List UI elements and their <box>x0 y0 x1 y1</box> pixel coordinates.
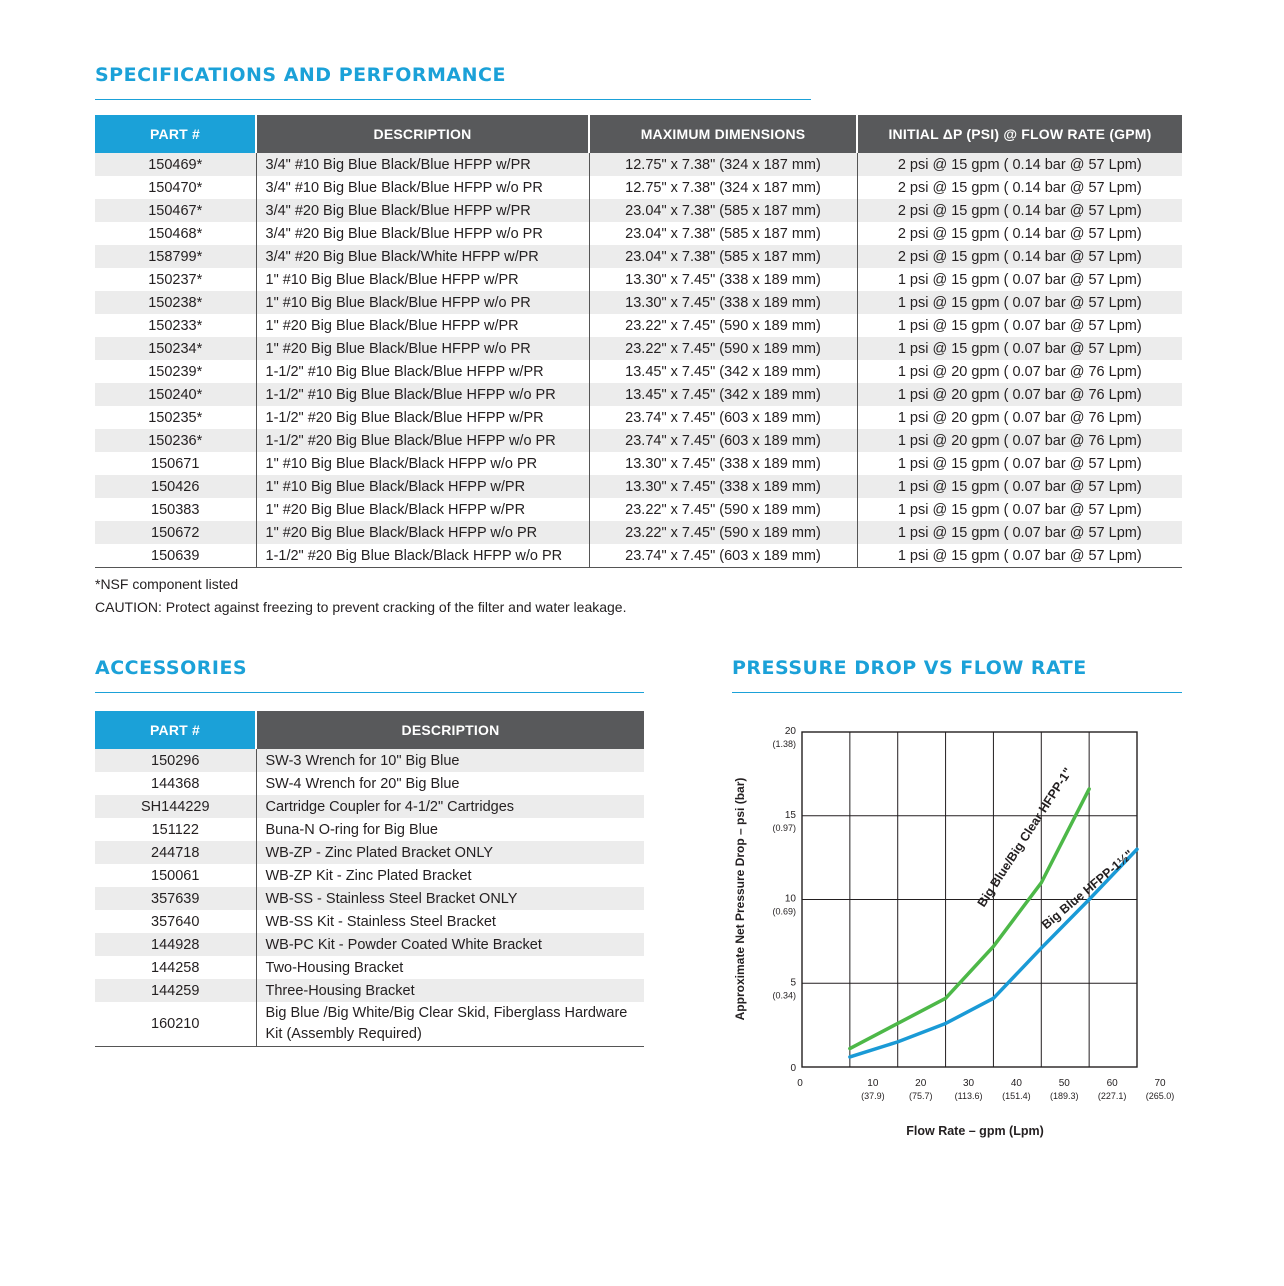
accessory-cell-description: Two-Housing Bracket <box>256 956 644 979</box>
spec-cell-description: 1-1/2" #20 Big Blue Black/Black HFPP w/o PR <box>256 544 589 568</box>
chart-x-tick-label: 60 <box>1106 1078 1118 1089</box>
spec-row <box>95 360 1182 383</box>
accessory-cell-part: 160210 <box>151 1015 200 1032</box>
spec-cell-pressure: 2 psi @ 15 gpm ( 0.14 bar @ 57 Lpm) <box>857 199 1182 222</box>
spec-cell-part: 150239* <box>148 363 203 380</box>
chart-y-tick-label: 20 <box>784 726 796 737</box>
spec-header-pressure: INITIAL ΔP (PSI) @ FLOW RATE (GPM) <box>857 115 1182 153</box>
accessory-row <box>95 818 644 841</box>
spec-cell-part: 150234* <box>95 337 256 360</box>
spec-row <box>95 429 1182 452</box>
spec-cell-pressure: 1 psi @ 15 gpm ( 0.07 bar @ 57 Lpm) <box>857 521 1182 544</box>
accessory-cell-description: WB-ZP - Zinc Plated Bracket ONLY <box>256 841 644 864</box>
spec-cell-description: 1-1/2" #20 Big Blue Black/Blue HFPP w/o PR <box>256 429 589 452</box>
chart-y-tick-label: 15 <box>784 809 796 821</box>
spec-cell-dimensions: 23.74" x 7.45" (603 x 189 mm) <box>589 429 857 452</box>
spec-cell-dimensions: 23.22" x 7.45" (590 x 189 mm) <box>589 314 857 337</box>
spec-cell-part: 150468* <box>148 225 203 242</box>
accessory-row <box>95 795 644 818</box>
chart-series-label: Big Blue HFPP-1½" <box>1039 847 1137 932</box>
accessory-row <box>95 864 644 887</box>
chart-y-tick-label: 5 <box>790 977 796 989</box>
accessories-title-rule <box>95 692 644 693</box>
accessory-row <box>95 841 644 864</box>
accessory-cell-part: SH144229 <box>95 795 256 818</box>
spec-cell-description: 1" #20 Big Blue Black/Blue HFPP w/o PR <box>256 337 589 360</box>
spec-cell-dimensions: 12.75" x 7.38" (324 x 187 mm) <box>589 176 857 199</box>
spec-header-part: PART # <box>95 115 256 153</box>
spec-cell-description: 1" #20 Big Blue Black/Black HFPP w/PR <box>256 498 589 521</box>
accessory-row <box>95 1002 644 1047</box>
spec-cell-dimensions: 23.04" x 7.38" (585 x 187 mm) <box>589 199 857 222</box>
accessory-cell-description: Cartridge Coupler for 4-1/2" Cartridges <box>256 795 644 818</box>
spec-cell-part: 150469* <box>95 153 256 176</box>
accessory-row <box>95 749 644 772</box>
spec-cell-part: 150240* <box>95 383 256 406</box>
spec-cell-dimensions: 23.74" x 7.45" (603 x 189 mm) <box>589 406 857 429</box>
spec-cell-dimensions: 13.45" x 7.45" (342 x 189 mm) <box>589 383 857 406</box>
chart-x-tick-sublabel: (227.1) <box>1097 1091 1127 1101</box>
spec-row <box>95 498 1182 521</box>
spec-table <box>95 115 1182 568</box>
spec-header-dimensions: MAXIMUM DIMENSIONS <box>589 115 857 153</box>
pressure-drop-chart <box>720 715 1180 1155</box>
spec-cell-description: 1" #10 Big Blue Black/Black HFPP w/o PR <box>256 452 589 475</box>
spec-cell-part: 150671 <box>151 455 200 472</box>
spec-row <box>95 176 1182 199</box>
spec-cell-part: 150426 <box>95 475 256 498</box>
accessories-header-description: DESCRIPTION <box>256 711 644 749</box>
spec-cell-dimensions: 13.30" x 7.45" (338 x 189 mm) <box>589 475 857 498</box>
accessory-cell-part: 144259 <box>95 979 256 1002</box>
spec-cell-pressure: 1 psi @ 20 gpm ( 0.07 bar @ 76 Lpm) <box>857 383 1182 406</box>
spec-cell-pressure: 2 psi @ 15 gpm ( 0.14 bar @ 57 Lpm) <box>857 222 1182 245</box>
chart-y-tick-sublabel: (1.38) <box>772 739 796 749</box>
caution-note: CAUTION: Protect against freezing to prevent cracking of the filter and water leakage. <box>95 599 627 615</box>
chart-x-tick-label: 70 <box>1154 1078 1166 1089</box>
spec-row <box>95 153 1182 176</box>
spec-cell-pressure: 1 psi @ 15 gpm ( 0.07 bar @ 57 Lpm) <box>857 498 1182 521</box>
chart-y-tick-sublabel: (0.97) <box>772 822 796 833</box>
spec-cell-part: 150233* <box>148 317 203 334</box>
spec-cell-part: 150383 <box>151 501 200 518</box>
chart-x-tick-label: 0 <box>797 1078 803 1089</box>
spec-cell-dimensions: 12.75" x 7.38" (324 x 187 mm) <box>589 153 857 176</box>
spec-cell-description: 3/4" #10 Big Blue Black/Blue HFPP w/PR <box>256 153 589 176</box>
accessory-row <box>95 956 644 979</box>
spec-cell-description: 1-1/2" #10 Big Blue Black/Blue HFPP w/o PR <box>256 383 589 406</box>
spec-cell-part: 150470* <box>148 179 203 196</box>
chart-x-tick-label: 30 <box>963 1078 975 1089</box>
spec-row <box>95 383 1182 406</box>
spec-cell-dimensions: 23.22" x 7.45" (590 x 189 mm) <box>589 498 857 521</box>
accessory-cell-part: 144928 <box>95 933 256 956</box>
spec-cell-dimensions: 23.22" x 7.45" (590 x 189 mm) <box>589 337 857 360</box>
spec-cell-pressure: 1 psi @ 15 gpm ( 0.07 bar @ 57 Lpm) <box>857 291 1182 314</box>
spec-row <box>95 314 1182 337</box>
chart-y-tick-sublabel: (0.69) <box>772 906 796 917</box>
chart-title-rule <box>732 692 1182 693</box>
spec-cell-description: 1" #10 Big Blue Black/Blue HFPP w/PR <box>256 268 589 291</box>
spec-row <box>95 268 1182 291</box>
accessory-cell-part: 151122 <box>151 821 199 838</box>
spec-row <box>95 291 1182 314</box>
accessory-cell-description: WB-PC Kit - Powder Coated White Bracket <box>256 933 644 956</box>
accessory-cell-part: 144258 <box>151 959 200 976</box>
chart-x-axis-label: Flow Rate – gpm (Lpm) <box>906 1124 1044 1138</box>
spec-row <box>95 544 1182 568</box>
chart-x-tick-sublabel: (37.9) <box>861 1091 885 1101</box>
spec-cell-description: 3/4" #10 Big Blue Black/Blue HFPP w/o PR <box>256 176 589 199</box>
nsf-note: *NSF component listed <box>95 576 239 592</box>
accessory-row <box>95 887 644 910</box>
accessory-row <box>95 772 644 795</box>
spec-cell-pressure: 1 psi @ 15 gpm ( 0.07 bar @ 57 Lpm) <box>857 337 1182 360</box>
spec-row <box>95 222 1182 245</box>
spec-cell-pressure: 1 psi @ 15 gpm ( 0.07 bar @ 57 Lpm) <box>857 475 1182 498</box>
spec-cell-part: 150236* <box>95 429 256 452</box>
accessory-row <box>95 979 644 1002</box>
spec-cell-part: 150237* <box>148 271 203 288</box>
chart-y-tick-sublabel: (0.34) <box>772 990 796 1001</box>
spec-cell-pressure: 2 psi @ 15 gpm ( 0.14 bar @ 57 Lpm) <box>857 245 1182 268</box>
accessory-cell-description: Three-Housing Bracket <box>256 979 644 1002</box>
accessories-header-part: PART # <box>95 711 256 749</box>
accessory-cell-part: 150061 <box>151 867 200 884</box>
accessory-cell-description: SW-3 Wrench for 10" Big Blue <box>256 749 644 772</box>
spec-cell-pressure: 1 psi @ 15 gpm ( 0.07 bar @ 57 Lpm) <box>857 268 1182 291</box>
spec-row <box>95 521 1182 544</box>
accessory-cell-part: 357640 <box>151 913 200 930</box>
chart-x-tick-sublabel: (113.6) <box>954 1091 983 1101</box>
chart-x-tick-label: 10 <box>867 1078 879 1089</box>
spec-cell-pressure: 1 psi @ 15 gpm ( 0.07 bar @ 57 Lpm) <box>857 544 1182 568</box>
accessory-cell-description: Buna-N O-ring for Big Blue <box>256 818 644 841</box>
accessories-header-row <box>95 711 644 749</box>
chart-x-tick-label: 20 <box>915 1078 927 1089</box>
chart-y-axis-label: Approximate Net Pressure Drop – psi (bar) <box>733 777 747 1021</box>
accessory-cell-part: 357639 <box>95 887 256 910</box>
spec-row <box>95 199 1182 222</box>
spec-cell-dimensions: 13.30" x 7.45" (338 x 189 mm) <box>589 452 857 475</box>
spec-row <box>95 337 1182 360</box>
accessory-row <box>95 933 644 956</box>
spec-cell-part: 150672 <box>95 521 256 544</box>
accessory-cell-part: 244718 <box>95 841 256 864</box>
spec-cell-description: 3/4" #20 Big Blue Black/Blue HFPP w/PR <box>256 199 589 222</box>
spec-cell-part: 150235* <box>148 409 203 426</box>
spec-cell-description: 1" #20 Big Blue Black/Black HFPP w/o PR <box>256 521 589 544</box>
spec-cell-description: 1-1/2" #10 Big Blue Black/Blue HFPP w/PR <box>256 360 589 383</box>
spec-row <box>95 406 1182 429</box>
spec-cell-pressure: 1 psi @ 20 gpm ( 0.07 bar @ 76 Lpm) <box>857 429 1182 452</box>
chart-x-tick-sublabel: (151.4) <box>1002 1091 1031 1101</box>
spec-cell-pressure: 2 psi @ 15 gpm ( 0.14 bar @ 57 Lpm) <box>857 176 1182 199</box>
chart-x-tick-sublabel: (189.3) <box>1050 1091 1079 1101</box>
chart-x-tick-sublabel: (265.0) <box>1145 1091 1175 1101</box>
accessory-cell-description: SW-4 Wrench for 20" Big Blue <box>256 772 644 795</box>
accessory-cell-description: Big Blue /Big White/Big Clear Skid, Fiberglass Hardware Kit (Assembly Required) <box>256 1002 644 1047</box>
chart-x-tick-sublabel: (75.7) <box>908 1091 933 1101</box>
spec-cell-part: 150467* <box>95 199 256 222</box>
spec-cell-part: 158799* <box>95 245 256 268</box>
spec-cell-pressure: 1 psi @ 15 gpm ( 0.07 bar @ 57 Lpm) <box>857 314 1182 337</box>
spec-cell-pressure: 1 psi @ 15 gpm ( 0.07 bar @ 57 Lpm) <box>857 452 1182 475</box>
accessory-cell-description: WB-ZP Kit - Zinc Plated Bracket <box>256 864 644 887</box>
spec-cell-pressure: 1 psi @ 20 gpm ( 0.07 bar @ 76 Lpm) <box>857 360 1182 383</box>
spec-cell-description: 1" #20 Big Blue Black/Blue HFPP w/PR <box>256 314 589 337</box>
chart-title: PRESSURE DROP VS FLOW RATE <box>732 657 1087 679</box>
spec-cell-dimensions: 23.04" x 7.38" (585 x 187 mm) <box>589 245 857 268</box>
accessories-title: ACCESSORIES <box>95 657 248 679</box>
spec-row <box>95 452 1182 475</box>
spec-cell-description: 1" #10 Big Blue Black/Black HFPP w/PR <box>256 475 589 498</box>
chart-x-tick-label: 50 <box>1058 1078 1070 1089</box>
spec-cell-dimensions: 23.74" x 7.45" (603 x 189 mm) <box>589 544 857 568</box>
accessory-cell-description: WB-SS - Stainless Steel Bracket ONLY <box>256 887 644 910</box>
accessory-cell-part: 144368 <box>151 775 200 792</box>
spec-cell-dimensions: 13.30" x 7.45" (338 x 189 mm) <box>589 291 857 314</box>
accessory-cell-part: 150296 <box>95 749 256 772</box>
chart-series-label: Big Blue/Big Clear HFPP-1" <box>974 765 1076 910</box>
spec-cell-dimensions: 13.45" x 7.45" (342 x 189 mm) <box>589 360 857 383</box>
spec-cell-dimensions: 13.30" x 7.45" (338 x 189 mm) <box>589 268 857 291</box>
spec-title: SPECIFICATIONS AND PERFORMANCE <box>95 64 506 86</box>
spec-cell-pressure: 2 psi @ 15 gpm ( 0.14 bar @ 57 Lpm) <box>857 153 1182 176</box>
spec-cell-description: 1-1/2" #20 Big Blue Black/Blue HFPP w/PR <box>256 406 589 429</box>
spec-cell-dimensions: 23.04" x 7.38" (585 x 187 mm) <box>589 222 857 245</box>
accessory-row <box>95 910 644 933</box>
accessory-cell-description: WB-SS Kit - Stainless Steel Bracket <box>256 910 644 933</box>
spec-row <box>95 475 1182 498</box>
accessories-table <box>95 711 644 1047</box>
spec-cell-description: 3/4" #20 Big Blue Black/Blue HFPP w/o PR <box>256 222 589 245</box>
spec-row <box>95 245 1182 268</box>
spec-cell-dimensions: 23.22" x 7.45" (590 x 189 mm) <box>589 521 857 544</box>
chart-x-tick-label: 40 <box>1010 1078 1022 1089</box>
spec-cell-description: 3/4" #20 Big Blue Black/White HFPP w/PR <box>256 245 589 268</box>
spec-header-description: DESCRIPTION <box>256 115 589 153</box>
chart-y-tick-label: 0 <box>790 1063 796 1074</box>
chart-y-tick-label: 10 <box>784 893 796 905</box>
spec-cell-part: 150639 <box>151 547 200 564</box>
spec-title-rule <box>95 99 811 100</box>
spec-cell-part: 150238* <box>95 291 256 314</box>
spec-cell-description: 1" #10 Big Blue Black/Blue HFPP w/o PR <box>256 291 589 314</box>
spec-cell-pressure: 1 psi @ 20 gpm ( 0.07 bar @ 76 Lpm) <box>857 406 1182 429</box>
spec-header-row <box>95 115 1182 153</box>
